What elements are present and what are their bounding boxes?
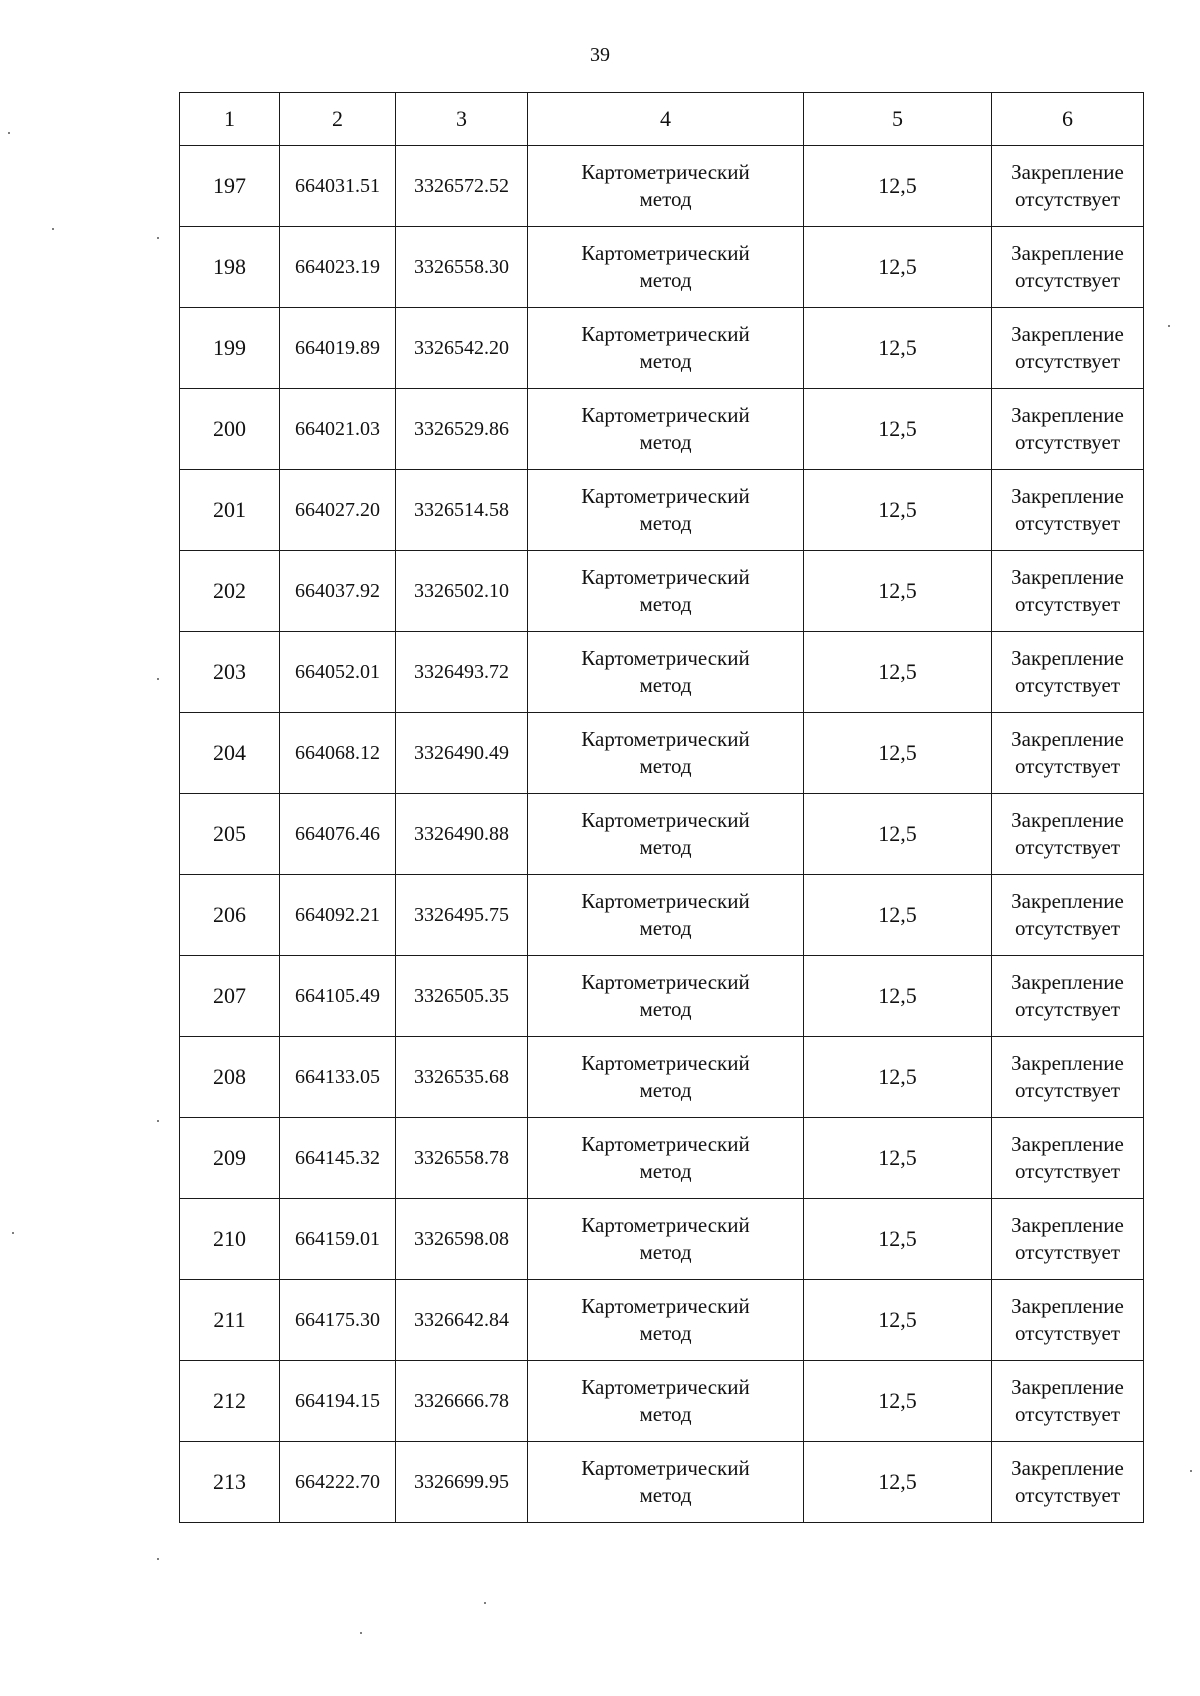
x-coordinate-cell xyxy=(280,1361,396,1442)
scan-speck xyxy=(157,237,159,239)
method-line-2: метод xyxy=(639,592,692,616)
table-row xyxy=(180,551,1144,632)
method-line-1: Картометрический xyxy=(581,807,750,832)
y-coordinate-cell xyxy=(396,308,528,389)
accuracy-value: 12,5 xyxy=(878,739,917,765)
scan-speck xyxy=(12,1232,14,1234)
method-cell xyxy=(528,1442,804,1523)
point-number-cell xyxy=(180,875,280,956)
accuracy-value: 12,5 xyxy=(878,982,917,1008)
method-line-1: Картометрический xyxy=(581,1050,750,1075)
y-coordinate: 3326495.75 xyxy=(414,904,509,926)
column-header-1: 1 xyxy=(180,93,280,146)
x-coordinate: 664105.49 xyxy=(295,985,380,1007)
fixation-line-1: Закрепление xyxy=(1011,483,1124,508)
x-coordinate-cell xyxy=(280,1037,396,1118)
point-number-cell xyxy=(180,632,280,713)
table-row xyxy=(180,1199,1144,1280)
scan-speck xyxy=(360,1632,362,1634)
fixation-cell xyxy=(992,632,1144,713)
method-line-2: метод xyxy=(639,997,692,1021)
fixation-line-2: отсутствует xyxy=(1014,673,1121,697)
method-cell xyxy=(528,713,804,794)
method-line-1: Картометрический xyxy=(581,726,750,751)
fixation-line-1: Закрепление xyxy=(1011,969,1124,994)
y-coordinate: 3326666.78 xyxy=(414,1390,509,1412)
method-line-2: метод xyxy=(639,268,692,292)
fixation-line-1: Закрепление xyxy=(1011,807,1124,832)
method-line-2: метод xyxy=(639,835,692,859)
fixation-line-2: отсутствует xyxy=(1014,592,1121,616)
fixation-cell xyxy=(992,1037,1144,1118)
point-number-cell xyxy=(180,227,280,308)
y-coordinate-cell xyxy=(396,1118,528,1199)
point-number: 197 xyxy=(213,172,246,198)
accuracy-cell xyxy=(804,470,992,551)
fixation-cell xyxy=(992,1442,1144,1523)
point-number-cell xyxy=(180,551,280,632)
point-number: 210 xyxy=(213,1225,246,1251)
fixation-cell xyxy=(992,1118,1144,1199)
table-row xyxy=(180,146,1144,227)
fixation-line-2: отсутствует xyxy=(1014,430,1121,454)
y-coordinate: 3326493.72 xyxy=(414,661,509,683)
accuracy-value: 12,5 xyxy=(878,253,917,279)
x-coordinate: 664021.03 xyxy=(295,418,380,440)
table-header xyxy=(180,93,1144,146)
point-number: 198 xyxy=(213,253,246,279)
method-cell xyxy=(528,146,804,227)
fixation-line-2: отсутствует xyxy=(1014,187,1121,211)
table-row xyxy=(180,470,1144,551)
accuracy-value: 12,5 xyxy=(878,1387,917,1413)
column-header-3: 3 xyxy=(396,93,528,146)
accuracy-value: 12,5 xyxy=(878,577,917,603)
point-number-cell xyxy=(180,308,280,389)
x-coordinate-cell xyxy=(280,389,396,470)
x-coordinate: 664023.19 xyxy=(295,256,380,278)
table-row xyxy=(180,227,1144,308)
fixation-cell xyxy=(992,227,1144,308)
fixation-line-1: Закрепление xyxy=(1011,1212,1124,1237)
accuracy-value: 12,5 xyxy=(878,820,917,846)
method-line-2: метод xyxy=(639,1321,692,1345)
accuracy-cell xyxy=(804,227,992,308)
method-line-1: Картометрический xyxy=(581,1131,750,1156)
x-coordinate: 664133.05 xyxy=(295,1066,380,1088)
fixation-line-1: Закрепление xyxy=(1011,564,1124,589)
y-coordinate-cell xyxy=(396,470,528,551)
method-line-2: метод xyxy=(639,511,692,535)
method-cell xyxy=(528,1361,804,1442)
accuracy-cell xyxy=(804,794,992,875)
accuracy-value: 12,5 xyxy=(878,334,917,360)
fixation-line-2: отсутствует xyxy=(1014,268,1121,292)
point-number: 205 xyxy=(213,820,246,846)
point-number-cell xyxy=(180,146,280,227)
method-cell xyxy=(528,632,804,713)
x-coordinate: 664031.51 xyxy=(295,175,380,197)
y-coordinate: 3326514.58 xyxy=(414,499,509,521)
accuracy-cell xyxy=(804,713,992,794)
table-row xyxy=(180,308,1144,389)
scan-speck xyxy=(52,228,54,230)
method-line-1: Картометрический xyxy=(581,969,750,994)
point-number: 212 xyxy=(213,1387,246,1413)
y-coordinate-cell xyxy=(396,551,528,632)
fixation-line-2: отсутствует xyxy=(1014,1078,1121,1102)
x-coordinate-cell xyxy=(280,551,396,632)
table-row xyxy=(180,1280,1144,1361)
x-coordinate-cell xyxy=(280,1199,396,1280)
x-coordinate: 664027.20 xyxy=(295,499,380,521)
method-cell xyxy=(528,1118,804,1199)
fixation-line-1: Закрепление xyxy=(1011,402,1124,427)
scan-speck xyxy=(157,1120,159,1122)
accuracy-cell xyxy=(804,632,992,713)
fixation-line-1: Закрепление xyxy=(1011,1374,1124,1399)
point-number: 204 xyxy=(213,739,246,765)
y-coordinate-cell xyxy=(396,389,528,470)
point-number: 211 xyxy=(213,1306,246,1332)
x-coordinate: 664092.21 xyxy=(295,904,380,926)
accuracy-cell xyxy=(804,389,992,470)
fixation-line-2: отсутствует xyxy=(1014,997,1121,1021)
table-row xyxy=(180,1361,1144,1442)
fixation-line-1: Закрепление xyxy=(1011,321,1124,346)
point-number-cell xyxy=(180,470,280,551)
accuracy-cell xyxy=(804,1280,992,1361)
fixation-line-2: отсутствует xyxy=(1014,1483,1121,1507)
y-coordinate-cell xyxy=(396,1199,528,1280)
table-row xyxy=(180,1442,1144,1523)
column-header-4: 4 xyxy=(528,93,804,146)
y-coordinate-cell xyxy=(396,146,528,227)
y-coordinate: 3326542.20 xyxy=(414,337,509,359)
method-line-1: Картометрический xyxy=(581,1293,750,1318)
method-line-2: метод xyxy=(639,1078,692,1102)
fixation-cell xyxy=(992,956,1144,1037)
point-number: 213 xyxy=(213,1468,246,1494)
point-number: 207 xyxy=(213,982,246,1008)
fixation-cell xyxy=(992,1199,1144,1280)
method-line-1: Картометрический xyxy=(581,645,750,670)
header-row xyxy=(180,93,1144,146)
fixation-cell xyxy=(992,470,1144,551)
y-coordinate-cell xyxy=(396,713,528,794)
method-line-2: метод xyxy=(639,1402,692,1426)
table-row xyxy=(180,875,1144,956)
method-line-2: метод xyxy=(639,1483,692,1507)
method-cell xyxy=(528,470,804,551)
y-coordinate: 3326572.52 xyxy=(414,175,509,197)
accuracy-cell xyxy=(804,1199,992,1280)
y-coordinate: 3326598.08 xyxy=(414,1228,509,1250)
y-coordinate-cell xyxy=(396,794,528,875)
y-coordinate: 3326490.49 xyxy=(414,742,509,764)
accuracy-value: 12,5 xyxy=(878,1144,917,1170)
table-row xyxy=(180,1037,1144,1118)
point-number-cell xyxy=(180,389,280,470)
method-cell xyxy=(528,389,804,470)
accuracy-cell xyxy=(804,875,992,956)
y-coordinate: 3326642.84 xyxy=(414,1309,509,1331)
accuracy-value: 12,5 xyxy=(878,1468,917,1494)
accuracy-value: 12,5 xyxy=(878,1225,917,1251)
method-line-2: метод xyxy=(639,1240,692,1264)
page-number: 39 xyxy=(590,44,610,66)
accuracy-value: 12,5 xyxy=(878,172,917,198)
method-line-2: метод xyxy=(639,916,692,940)
fixation-cell xyxy=(992,794,1144,875)
y-coordinate: 3326699.95 xyxy=(414,1471,509,1493)
x-coordinate-cell xyxy=(280,1118,396,1199)
fixation-cell xyxy=(992,1280,1144,1361)
y-coordinate-cell xyxy=(396,1037,528,1118)
fixation-line-1: Закрепление xyxy=(1011,726,1124,751)
y-coordinate: 3326490.88 xyxy=(414,823,509,845)
x-coordinate-cell xyxy=(280,956,396,1037)
x-coordinate-cell xyxy=(280,146,396,227)
y-coordinate: 3326558.30 xyxy=(414,256,509,278)
x-coordinate: 664019.89 xyxy=(295,337,380,359)
method-line-2: метод xyxy=(639,1159,692,1183)
fixation-cell xyxy=(992,713,1144,794)
point-number: 200 xyxy=(213,415,246,441)
x-coordinate: 664159.01 xyxy=(295,1228,380,1250)
scan-speck xyxy=(484,1602,486,1604)
method-cell xyxy=(528,956,804,1037)
fixation-line-1: Закрепление xyxy=(1011,1131,1124,1156)
scan-speck xyxy=(157,678,159,680)
x-coordinate-cell xyxy=(280,1442,396,1523)
fixation-cell xyxy=(992,308,1144,389)
y-coordinate-cell xyxy=(396,227,528,308)
x-coordinate-cell xyxy=(280,308,396,389)
point-number: 199 xyxy=(213,334,246,360)
x-coordinate: 664037.92 xyxy=(295,580,380,602)
fixation-cell xyxy=(992,1361,1144,1442)
table-row xyxy=(180,713,1144,794)
point-number-cell xyxy=(180,1037,280,1118)
fixation-cell xyxy=(992,551,1144,632)
method-line-2: метод xyxy=(639,430,692,454)
x-coordinate: 664068.12 xyxy=(295,742,380,764)
point-number-cell xyxy=(180,1199,280,1280)
y-coordinate-cell xyxy=(396,1361,528,1442)
fixation-line-2: отсутствует xyxy=(1014,754,1121,778)
method-cell xyxy=(528,1280,804,1361)
fixation-line-2: отсутствует xyxy=(1014,916,1121,940)
accuracy-cell xyxy=(804,551,992,632)
boundary-points-table xyxy=(179,92,1144,1523)
method-line-2: метод xyxy=(639,187,692,211)
fixation-line-2: отсутствует xyxy=(1014,349,1121,373)
x-coordinate-cell xyxy=(280,227,396,308)
point-number-cell xyxy=(180,1280,280,1361)
point-number: 209 xyxy=(213,1144,246,1170)
accuracy-cell xyxy=(804,1442,992,1523)
accuracy-value: 12,5 xyxy=(878,415,917,441)
y-coordinate: 3326502.10 xyxy=(414,580,509,602)
fixation-cell xyxy=(992,875,1144,956)
method-line-2: метод xyxy=(639,673,692,697)
method-line-1: Картометрический xyxy=(581,888,750,913)
column-header-6: 6 xyxy=(992,93,1144,146)
x-coordinate-cell xyxy=(280,875,396,956)
accuracy-cell xyxy=(804,956,992,1037)
method-line-2: метод xyxy=(639,349,692,373)
fixation-line-1: Закрепление xyxy=(1011,1293,1124,1318)
method-cell xyxy=(528,1037,804,1118)
accuracy-cell xyxy=(804,1037,992,1118)
y-coordinate-cell xyxy=(396,1280,528,1361)
method-line-1: Картометрический xyxy=(581,240,750,265)
table-row xyxy=(180,1118,1144,1199)
method-cell xyxy=(528,875,804,956)
fixation-cell xyxy=(992,389,1144,470)
accuracy-cell xyxy=(804,308,992,389)
method-cell xyxy=(528,551,804,632)
x-coordinate-cell xyxy=(280,632,396,713)
table-body xyxy=(180,146,1144,1523)
method-line-1: Картометрический xyxy=(581,1212,750,1237)
y-coordinate-cell xyxy=(396,1442,528,1523)
point-number: 202 xyxy=(213,577,246,603)
accuracy-value: 12,5 xyxy=(878,901,917,927)
accuracy-value: 12,5 xyxy=(878,1306,917,1332)
scan-speck xyxy=(1168,325,1170,327)
method-cell xyxy=(528,308,804,389)
point-number: 203 xyxy=(213,658,246,684)
method-line-1: Картометрический xyxy=(581,1455,750,1480)
fixation-line-1: Закрепление xyxy=(1011,1455,1124,1480)
method-cell xyxy=(528,794,804,875)
method-line-1: Картометрический xyxy=(581,159,750,184)
x-coordinate-cell xyxy=(280,470,396,551)
accuracy-cell xyxy=(804,146,992,227)
fixation-line-1: Закрепление xyxy=(1011,240,1124,265)
fixation-line-2: отсутствует xyxy=(1014,1159,1121,1183)
fixation-line-2: отсутствует xyxy=(1014,835,1121,859)
method-cell xyxy=(528,227,804,308)
fixation-line-2: отсутствует xyxy=(1014,1321,1121,1345)
table-row xyxy=(180,632,1144,713)
method-cell xyxy=(528,1199,804,1280)
column-header-5: 5 xyxy=(804,93,992,146)
method-line-2: метод xyxy=(639,754,692,778)
y-coordinate-cell xyxy=(396,956,528,1037)
accuracy-value: 12,5 xyxy=(878,496,917,522)
y-coordinate-cell xyxy=(396,632,528,713)
point-number-cell xyxy=(180,794,280,875)
y-coordinate: 3326529.86 xyxy=(414,418,509,440)
column-header-2: 2 xyxy=(280,93,396,146)
table-row xyxy=(180,956,1144,1037)
y-coordinate: 3326558.78 xyxy=(414,1147,509,1169)
accuracy-value: 12,5 xyxy=(878,1063,917,1089)
scan-speck xyxy=(8,132,10,134)
fixation-line-2: отсутствует xyxy=(1014,1240,1121,1264)
fixation-line-1: Закрепление xyxy=(1011,159,1124,184)
method-line-1: Картометрический xyxy=(581,321,750,346)
fixation-line-1: Закрепление xyxy=(1011,1050,1124,1075)
table-row xyxy=(180,794,1144,875)
accuracy-value: 12,5 xyxy=(878,658,917,684)
x-coordinate: 664076.46 xyxy=(295,823,380,845)
fixation-line-2: отсутствует xyxy=(1014,1402,1121,1426)
point-number-cell xyxy=(180,713,280,794)
x-coordinate-cell xyxy=(280,1280,396,1361)
y-coordinate: 3326535.68 xyxy=(414,1066,509,1088)
y-coordinate: 3326505.35 xyxy=(414,985,509,1007)
accuracy-cell xyxy=(804,1361,992,1442)
accuracy-cell xyxy=(804,1118,992,1199)
point-number-cell xyxy=(180,956,280,1037)
x-coordinate: 664052.01 xyxy=(295,661,380,683)
x-coordinate: 664222.70 xyxy=(295,1471,380,1493)
scan-speck xyxy=(157,1558,159,1560)
method-line-1: Картометрический xyxy=(581,483,750,508)
point-number-cell xyxy=(180,1118,280,1199)
method-line-1: Картометрический xyxy=(581,1374,750,1399)
fixation-line-2: отсутствует xyxy=(1014,511,1121,535)
table-row xyxy=(180,389,1144,470)
point-number: 206 xyxy=(213,901,246,927)
fixation-line-1: Закрепление xyxy=(1011,888,1124,913)
method-line-1: Картометрический xyxy=(581,402,750,427)
point-number: 201 xyxy=(213,496,246,522)
x-coordinate-cell xyxy=(280,713,396,794)
fixation-cell xyxy=(992,146,1144,227)
point-number: 208 xyxy=(213,1063,246,1089)
point-number-cell xyxy=(180,1442,280,1523)
fixation-line-1: Закрепление xyxy=(1011,645,1124,670)
scan-speck xyxy=(1190,1470,1192,1472)
x-coordinate: 664175.30 xyxy=(295,1309,380,1331)
x-coordinate-cell xyxy=(280,794,396,875)
x-coordinate: 664194.15 xyxy=(295,1390,380,1412)
x-coordinate: 664145.32 xyxy=(295,1147,380,1169)
y-coordinate-cell xyxy=(396,875,528,956)
method-line-1: Картометрический xyxy=(581,564,750,589)
point-number-cell xyxy=(180,1361,280,1442)
